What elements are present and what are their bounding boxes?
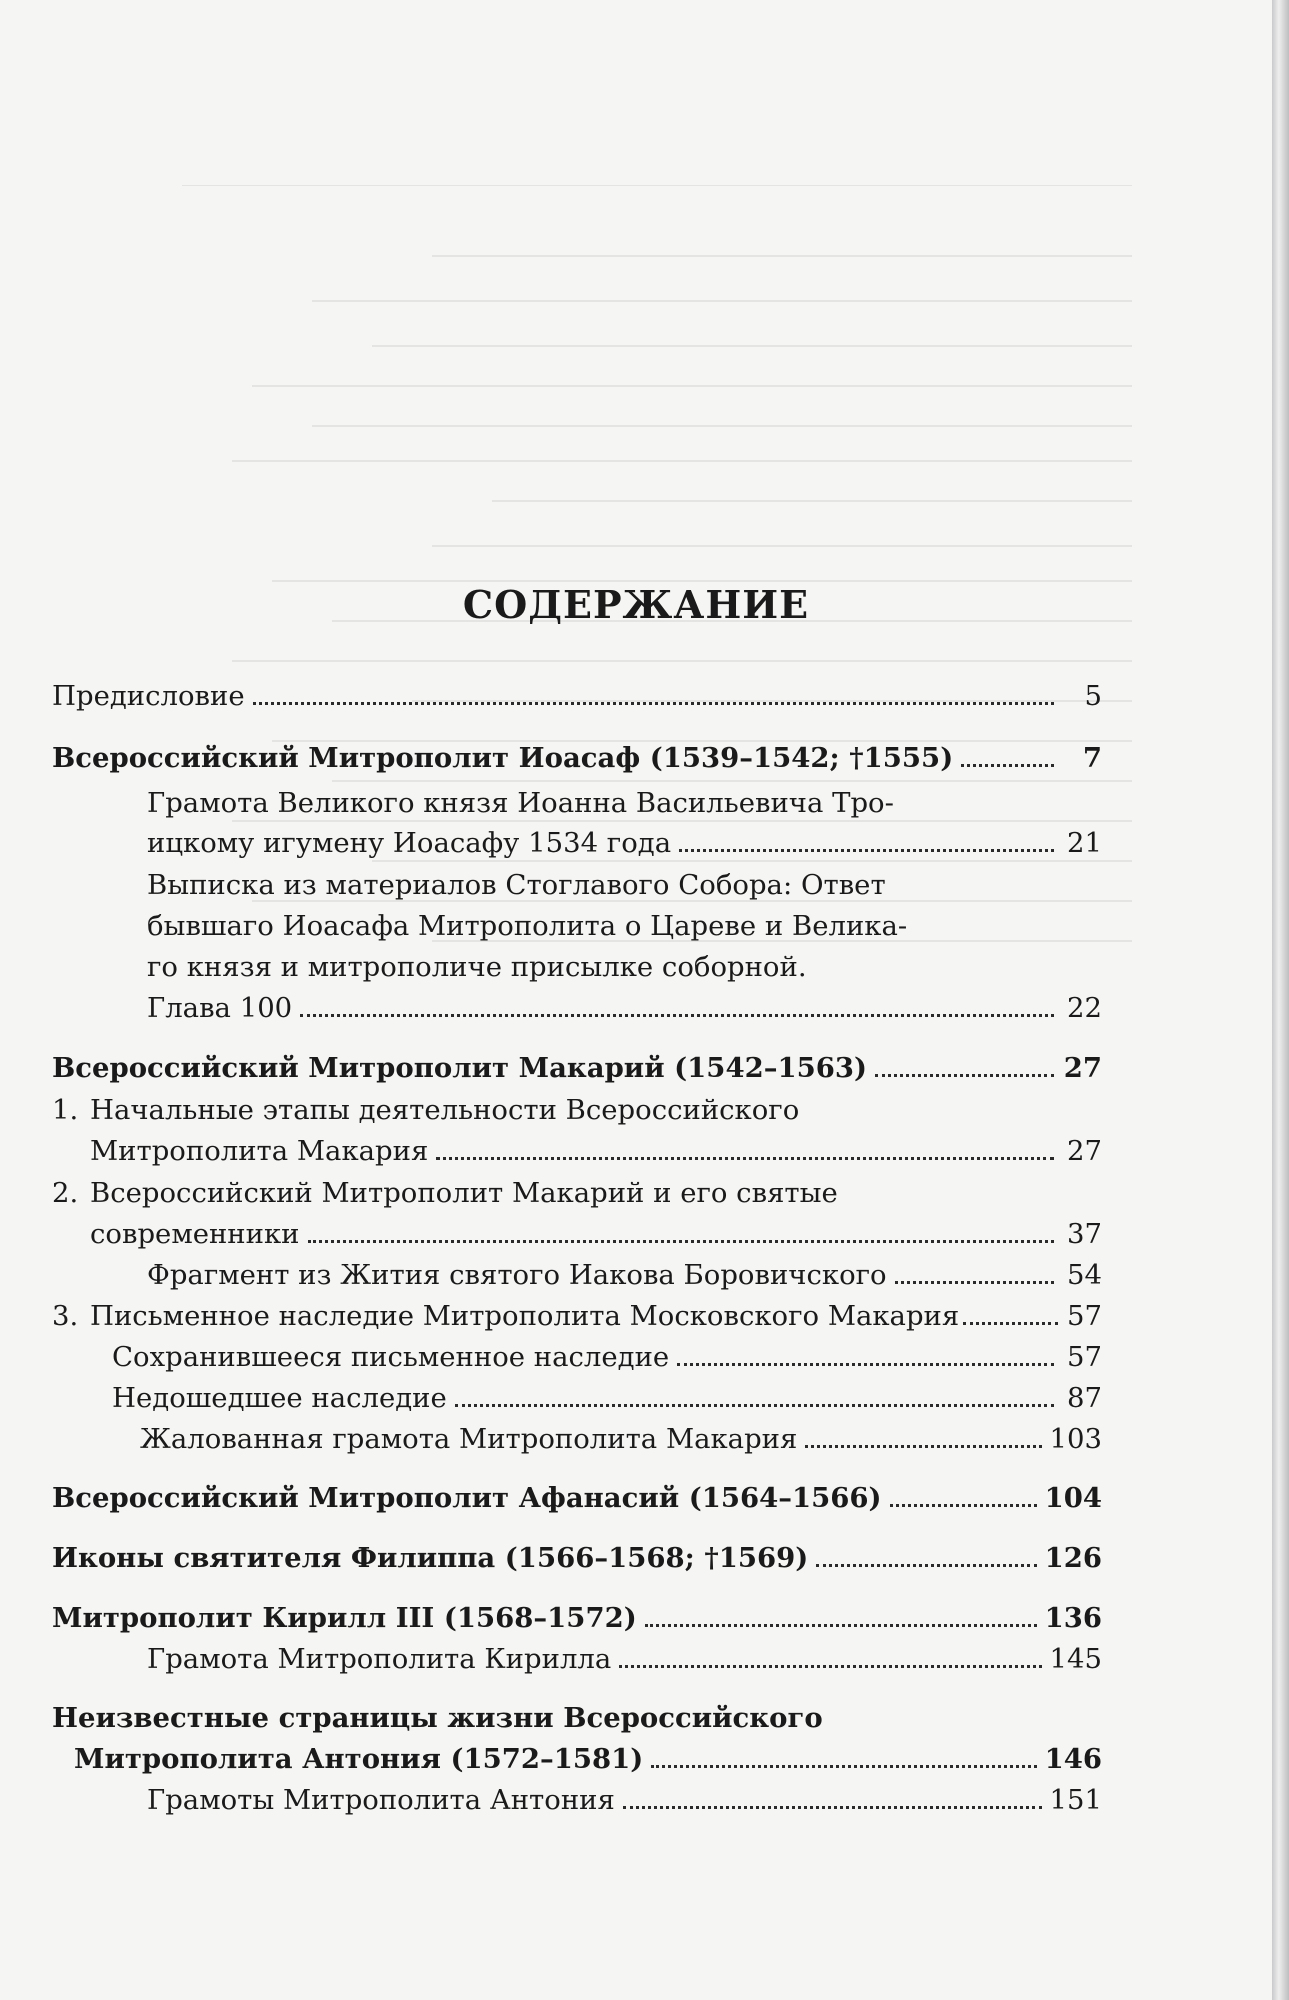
entry-title: Глава 100	[147, 992, 293, 1024]
toc-entry[interactable]	[90, 1133, 1102, 1169]
toc-entry[interactable]	[90, 1216, 1102, 1252]
leader-dots	[455, 1404, 1054, 1407]
entry-page: 126	[1044, 1542, 1102, 1574]
toc-entry[interactable]	[74, 1741, 1102, 1777]
leader-dots	[963, 1322, 1058, 1325]
entry-title-line: Выписка из материалов Стоглавого Собора: Ответ	[147, 869, 886, 901]
entry-page: 21	[1067, 827, 1102, 859]
toc-entry[interactable]	[52, 1600, 1102, 1636]
entry-title: современники	[90, 1218, 300, 1250]
toc-entry[interactable]	[52, 1480, 1102, 1516]
entry-title-line: бывшаго Иоасафа Митрополита о Цареве и Велика-	[147, 910, 908, 942]
toc-entry[interactable]	[147, 1257, 1102, 1293]
entry-title-line	[52, 1092, 799, 1128]
entry-title: Фрагмент из Жития святого Иакова Боровичского	[147, 1259, 887, 1291]
entry-page: 146	[1044, 1743, 1102, 1775]
toc-entry[interactable]	[112, 1339, 1102, 1375]
toc-entry[interactable]	[112, 1380, 1102, 1416]
leader-dots	[961, 764, 1054, 767]
entry-number: 1.	[52, 1094, 79, 1126]
entry-page: 136	[1044, 1602, 1102, 1634]
entry-title: ицкому игумену Иоасафу 1534 года	[147, 827, 672, 859]
entry-title: Сохранившееся письменное наследие	[112, 1341, 670, 1373]
entry-page: 54	[1067, 1259, 1102, 1291]
toc-entry[interactable]	[147, 1782, 1102, 1818]
toc-entry[interactable]	[140, 1421, 1102, 1457]
leader-dots	[679, 849, 1054, 852]
entry-page: 22	[1067, 992, 1102, 1024]
entry-title: Письменное наследие Митрополита Московского Макария	[90, 1300, 960, 1332]
entry-title: Всероссийский Митрополит Макарий (1542–1563)	[52, 1052, 868, 1084]
leader-dots	[645, 1624, 1037, 1627]
leader-dots	[805, 1445, 1041, 1448]
entry-page: 103	[1049, 1423, 1102, 1455]
entry-number: 2.	[52, 1177, 79, 1209]
entry-title: Грамоты Митрополита Антония	[147, 1784, 615, 1816]
entry-page: 104	[1044, 1482, 1102, 1514]
entry-page: 5	[1084, 680, 1102, 712]
toc-title: СОДЕРЖАНИЕ	[462, 582, 810, 627]
leader-dots	[436, 1157, 1054, 1160]
entry-title: Всероссийский Митрополит Иоасаф (1539–1542; †1555)	[52, 742, 954, 774]
toc-entry[interactable]	[147, 990, 1102, 1026]
entry-title-line: го князя и митрополиче присылке соборной.	[147, 951, 807, 983]
toc-entry[interactable]	[52, 1540, 1102, 1576]
leader-dots	[253, 702, 1054, 705]
page-edge	[1272, 0, 1289, 2000]
leader-dots	[816, 1564, 1036, 1567]
entry-page: 27	[1067, 1135, 1102, 1167]
leader-dots	[623, 1806, 1042, 1809]
leader-dots	[308, 1240, 1055, 1243]
leader-dots	[651, 1765, 1036, 1768]
leader-dots	[895, 1281, 1054, 1284]
entry-title-line: Грамота Великого князя Иоанна Васильевича Тро-	[147, 787, 894, 819]
leader-dots	[300, 1014, 1054, 1017]
entry-page: 37	[1067, 1218, 1102, 1250]
toc-entry[interactable]	[52, 678, 1102, 714]
entry-title: Митрополит Кирилл III (1568–1572)	[52, 1602, 637, 1634]
leader-dots	[875, 1074, 1054, 1077]
entry-page: 145	[1049, 1643, 1102, 1675]
leader-dots	[890, 1504, 1037, 1507]
entry-title: Всероссийский Митрополит Афанасий (1564–1566)	[52, 1482, 882, 1514]
entry-title: Предисловие	[52, 680, 245, 712]
toc-entry[interactable]	[147, 1641, 1102, 1677]
toc-entry[interactable]	[147, 825, 1102, 861]
entry-title-first-line: Начальные этапы деятельности Всероссийского	[90, 1094, 800, 1126]
toc-entry[interactable]	[52, 1298, 1102, 1334]
entry-title: Митрополита Антония (1572–1581)	[74, 1743, 644, 1775]
leader-dots	[619, 1665, 1041, 1668]
entry-title-line	[52, 1175, 838, 1211]
entry-title: Недошедшее наследие	[112, 1382, 447, 1414]
entry-title-first-line: Всероссийский Митрополит Макарий и его святые	[90, 1177, 838, 1209]
entry-page: 57	[1067, 1300, 1102, 1332]
toc-entry[interactable]	[52, 740, 1102, 776]
entry-page: 151	[1049, 1784, 1102, 1816]
entry-title: Грамота Митрополита Кирилла	[147, 1643, 612, 1675]
leader-dots	[677, 1363, 1054, 1366]
entry-page: 7	[1082, 742, 1102, 774]
entry-page: 87	[1067, 1382, 1102, 1414]
entry-title: Жалованная грамота Митрополита Макария	[140, 1423, 798, 1455]
entry-title: Митрополита Макария	[90, 1135, 429, 1167]
entry-page: 27	[1063, 1052, 1102, 1084]
toc-entry[interactable]	[52, 1050, 1102, 1086]
entry-title: Иконы святителя Филиппа (1566–1568; †1569)	[52, 1542, 809, 1574]
entry-title-line: Неизвестные страницы жизни Всероссийского	[52, 1702, 823, 1734]
entry-page: 57	[1067, 1341, 1102, 1373]
entry-number: 3.	[52, 1300, 79, 1332]
